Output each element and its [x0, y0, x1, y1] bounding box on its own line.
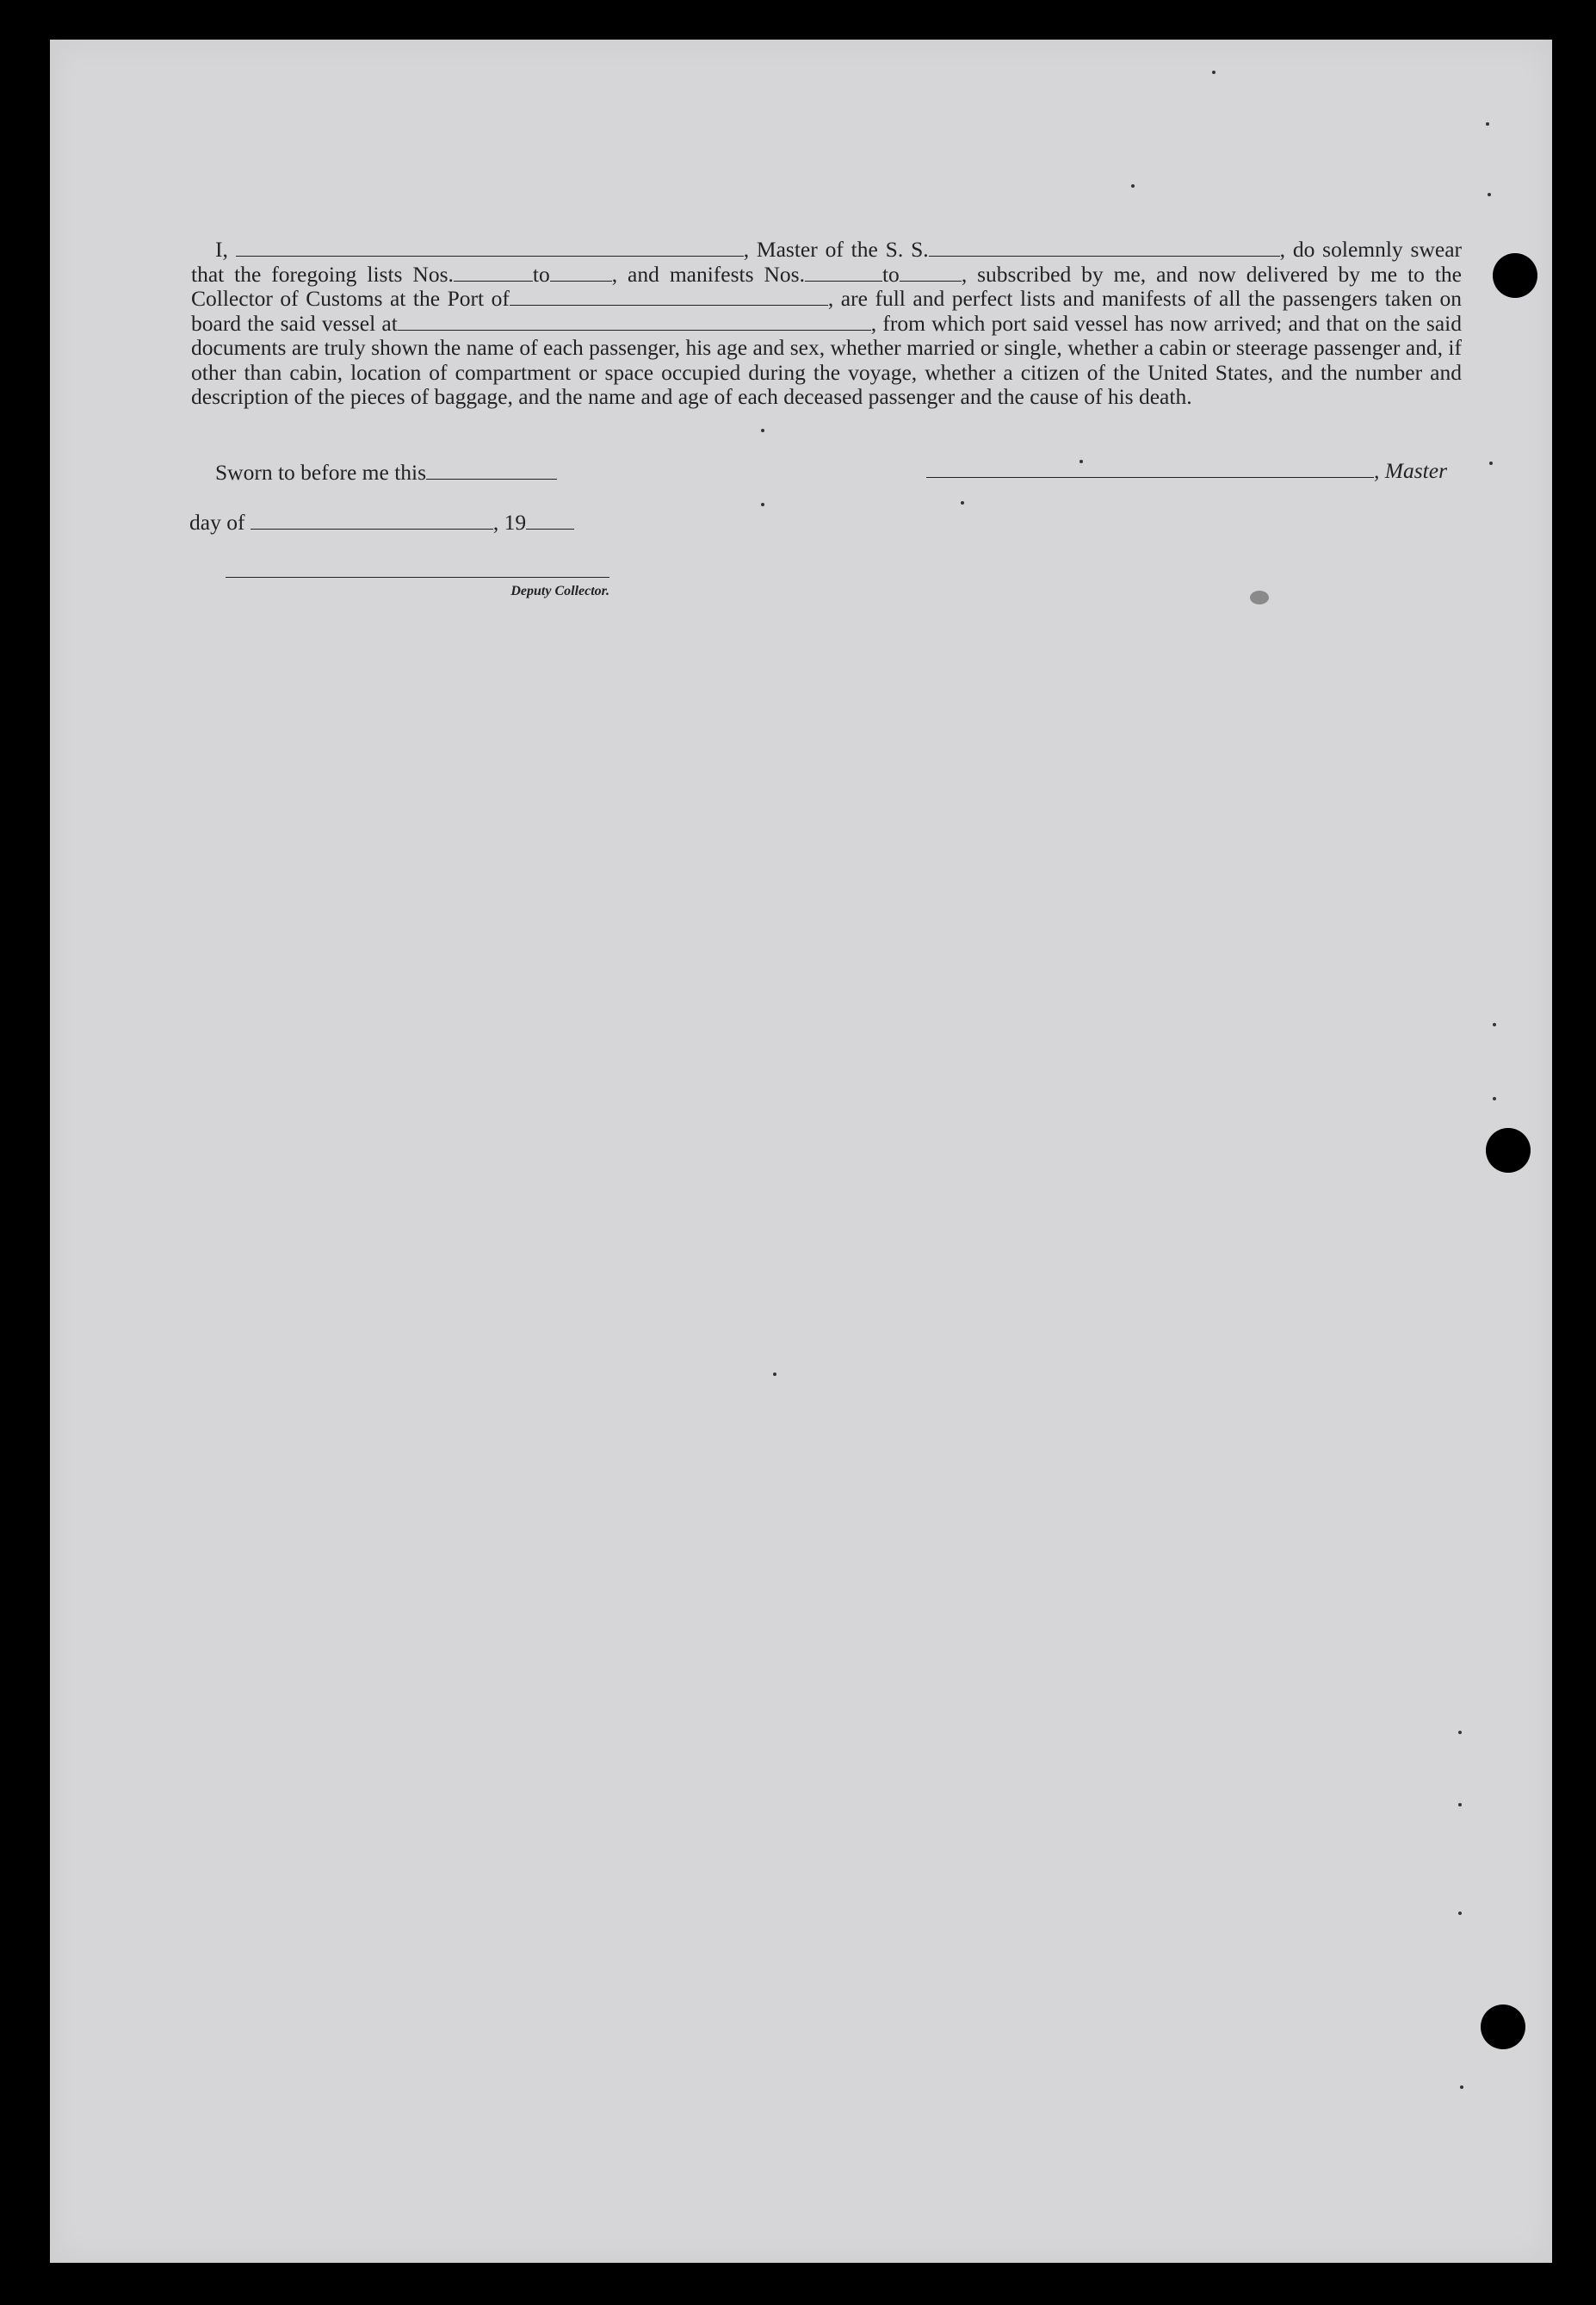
oath-paragraph	[191, 238, 1462, 410]
speck	[761, 429, 764, 432]
swear-lists-label: swear that the foregoing lists Nos.	[191, 237, 1462, 287]
speck	[1460, 2085, 1463, 2089]
speck	[1458, 1912, 1462, 1915]
speck	[1489, 462, 1493, 465]
manifests-from-blank[interactable]	[805, 264, 882, 282]
manifests-all-label: manifests of all the passengers taken on board the said vessel at	[191, 286, 1462, 336]
master-name-blank[interactable]	[236, 239, 744, 257]
to-label-2: to	[882, 261, 900, 287]
speck	[773, 1372, 776, 1376]
document-page	[50, 40, 1552, 2263]
port-blank[interactable]	[510, 288, 828, 306]
master-of-ss-label: , Master of the S. S.	[743, 237, 929, 262]
speck	[1458, 1731, 1462, 1734]
manifests-to-blank[interactable]	[900, 264, 962, 282]
speck	[1493, 1097, 1496, 1100]
day-of-label: day of	[189, 510, 245, 535]
subscribed-label: , subscribed by me, and now	[961, 261, 1236, 287]
full-lists-label: , are full and perfect lists and	[827, 286, 1095, 311]
speck	[1212, 71, 1216, 74]
lists-from-blank[interactable]	[454, 264, 533, 282]
punch-hole	[1481, 2004, 1525, 2049]
oath-remainder: port said vessel has now arrived; and that on the said documents are truly shown the name of each passenger, his age and sex, whether married or single, whether a cabin or steerage passenger and, if other than cabin, location of compartment or space occupied during the voyage, whether a citizen of the United States, and the number and description of the pieces of baggage, and the name and age of each deceased passenger and the cause of his death.	[191, 310, 1463, 409]
oath-lead: I,	[215, 237, 228, 262]
speck	[1079, 460, 1083, 463]
speck	[1486, 122, 1489, 126]
year-prefix-label: , 19	[492, 510, 527, 535]
from-which-label: , from which	[870, 310, 986, 336]
speck	[761, 503, 764, 506]
sworn-line	[215, 460, 557, 486]
day-of-line	[189, 510, 574, 536]
year-blank[interactable]	[526, 512, 574, 530]
speck	[1458, 1803, 1462, 1806]
master-signature-blank[interactable]	[926, 461, 1374, 478]
deputy-signature-rule[interactable]	[226, 577, 609, 578]
sworn-label: Sworn to before me this	[215, 460, 427, 485]
departure-port-blank[interactable]	[398, 313, 871, 331]
speck	[1488, 193, 1491, 196]
delivered-label: delivered by me to the Collector of Customs at the Port of	[191, 261, 1462, 311]
lists-to-blank[interactable]	[550, 264, 612, 282]
month-blank[interactable]	[251, 512, 493, 530]
deputy-collector-label: Deputy Collector.	[510, 584, 609, 598]
speck	[1493, 1023, 1496, 1026]
master-signature-line	[926, 458, 1447, 484]
speck	[961, 501, 964, 505]
ship-name-blank[interactable]	[929, 239, 1280, 257]
speck	[1131, 184, 1135, 188]
master-signature-label: , Master	[1374, 458, 1447, 483]
punch-hole	[1486, 1128, 1531, 1173]
to-label-1: to	[532, 261, 550, 287]
punch-hole	[1493, 253, 1537, 298]
ink-smudge	[1250, 591, 1269, 604]
sworn-day-blank[interactable]	[426, 462, 557, 480]
and-manifests-label: , and manifests Nos.	[611, 261, 805, 287]
do-solemnly-label: , do solemnly	[1279, 237, 1403, 262]
